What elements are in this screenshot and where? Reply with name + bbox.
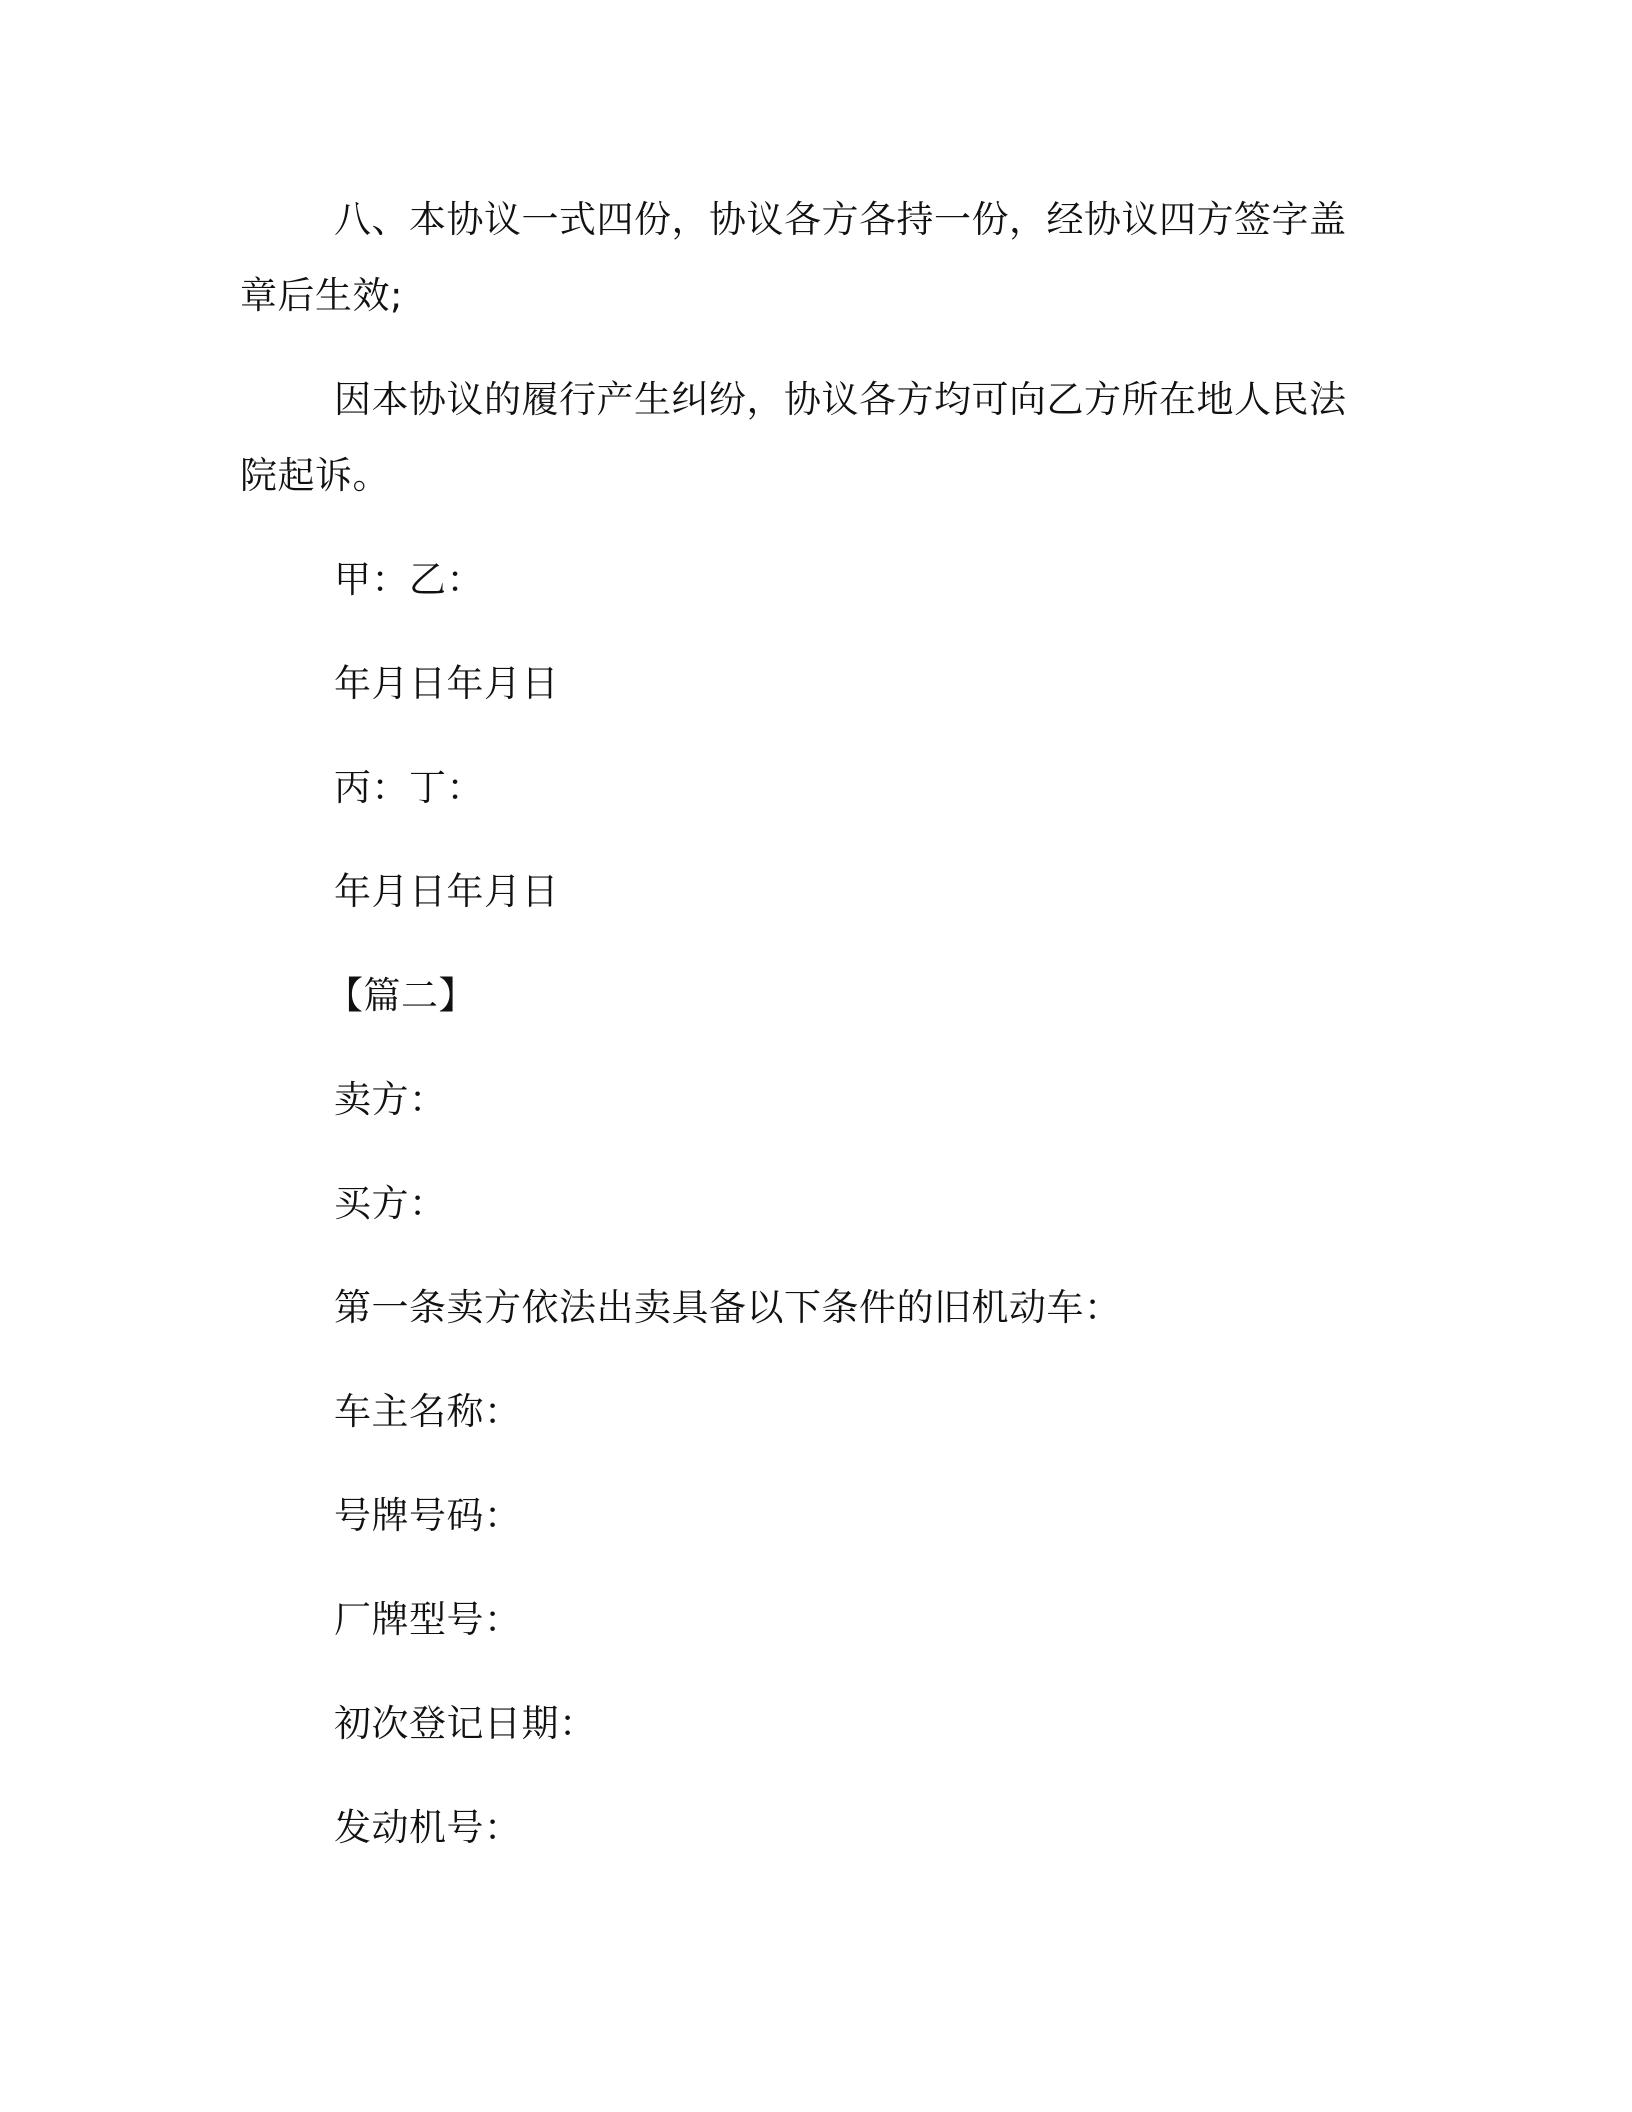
dispute-paragraph: 因本协议的履行产生纠纷，协议各方均可向乙方所在地人民法院起诉。 [240,378,1347,497]
date-line-1: 年月日年月日 [334,662,559,705]
brand-model-field: 厂牌型号： [334,1598,522,1641]
plate-number-field: 号牌号码： [334,1494,522,1537]
date-line-2: 年月日年月日 [334,870,559,913]
seller-field: 卖方： [334,1078,447,1121]
first-registration-date-field: 初次登记日期： [334,1702,597,1745]
clause-eight-paragraph: 八、本协议一式四份，协议各方各持一份，经协议四方签字盖章后生效; [240,198,1347,317]
section-heading: 【篇二】 [326,974,476,1017]
owner-name-field: 车主名称： [334,1390,522,1433]
engine-number-field: 发动机号： [334,1806,522,1849]
document-body [240,182,1380,1894]
article-one-paragraph: 第一条卖方依法出卖具备以下条件的旧机动车： [334,1286,1122,1329]
signature-line-party-a-b: 甲：乙： [334,558,484,601]
buyer-field: 买方： [334,1182,447,1225]
signature-line-party-c-d: 丙：丁： [334,766,484,809]
